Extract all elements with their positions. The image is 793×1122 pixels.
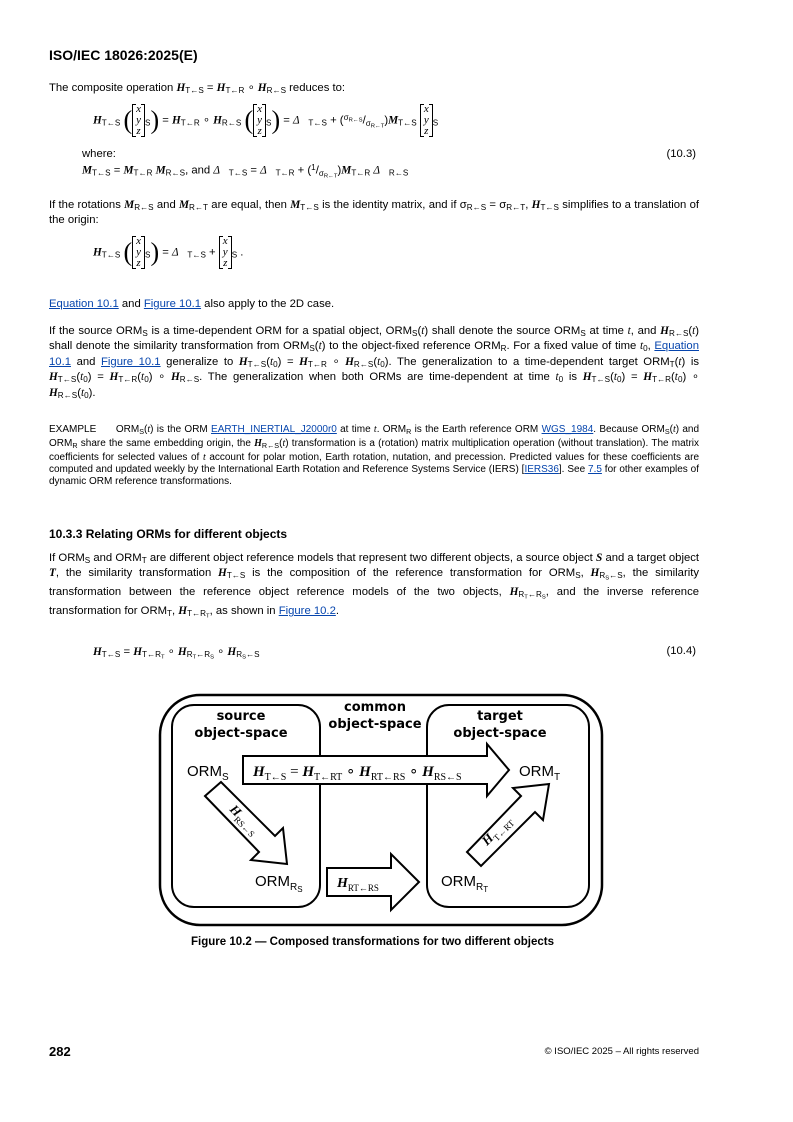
composite-arrow — [243, 744, 509, 796]
reference-models-arrow-label: $H_{RT\leftarrow RS}$ — [337, 876, 379, 893]
figure-10-1-link-2[interactable]: Figure 10.1 — [101, 355, 161, 368]
orm-rs-label: $ORM_RS$ — [255, 873, 303, 894]
equation-10-1-link-2[interactable]: Equation 10.1 — [49, 340, 699, 368]
figure-10-2-link[interactable]: Figure 10.2 — [278, 605, 336, 618]
orm-rt-label: $ORM_RT$ — [441, 873, 489, 894]
composed-transformations-figure — [157, 692, 605, 928]
reference-source-arrow-label: $H_{RS\leftarrow S}$ — [226, 801, 257, 840]
translation-equation: HT←S ( x y zS) = Δ⃗T←S + x y zS . — [93, 235, 244, 269]
page-number: 282 — [49, 1044, 71, 1059]
document-header: ISO/IEC 18026:2025(E) — [49, 47, 198, 63]
orm-t-label: $ORM_T$ — [519, 763, 561, 783]
time-dependent-paragraph: If the source ORMS is a time-dependent ORM for a spatial object, ORMS(t) shall denote the source ORMS at time t, and HR←S(t) shall denote the similarity transformation from ORMS(t) to the object-fixed reference ORMR. For a fixed value of time t0, Equation 10.1 and Figure 10.1 generalize to HT←S(t0) = HT←R ∘ HR←S(t0). The generalization to a time-dependent target ORMT(t) is HT←S(t0) = HT←R(t0) ∘ HR←S. The generalization when both ORMs are time-dependent at time t0 is HT←S(t0) = HT←R(t0) ∘ HR←S(t0). — [49, 325, 700, 400]
source-label-1: source — [216, 709, 266, 724]
equation-10-4: HT←S = HT←RT ∘ HRT←RS ∘ HRS←S — [93, 646, 260, 661]
composite-arrow-label: $H_{T\leftarrow S} = H_{T\leftarrow RT}$ ∘ $H_{RT\leftarrow RS}$ ∘ $H_{RS\leftarrow S}$ — [253, 764, 462, 783]
iers36-link[interactable]: IERS36 — [524, 463, 559, 475]
rotation-paragraph: If the rotations MR←S and MR←T are equal, then MT←S is the identity matrix, and if σR←S = σR←T, HT←S simplifies to a translation of the origin: — [49, 199, 700, 227]
2d-case-paragraph: Equation 10.1 and Figure 10.1 also apply to the 2D case. — [49, 298, 335, 310]
equation-10-1-link[interactable]: Equation 10.1 — [49, 298, 119, 310]
section-heading: 10.3.3 Relating ORMs for different objects — [49, 527, 288, 541]
where-label: where: — [82, 148, 116, 160]
example-label: EXAMPLE — [49, 424, 97, 435]
different-objects-paragraph: If ORMS and ORMT are different object reference models that represent two different objects, a source object S and a target object T, the similarity transformation HT←S is the composition of the reference transformation for ORMS, HRS←S, the similarity transformation between the reference object reference models of the two objects, HRT←RS, and the inverse reference transformation for ORMT, HT←RT, as shown in Figure 10.2. — [49, 552, 700, 620]
equation-10-3-where: MT←S = MT←R MR←S, and Δ⃗T←S = Δ⃗T←R + ($^1$/σR←T)MT←R Δ⃗R←S — [82, 163, 409, 180]
target-label-2: object-space — [453, 726, 547, 741]
common-label-2: object-space — [328, 717, 422, 732]
target-label-1: target — [477, 709, 523, 724]
inverse-target-arrow-label: $H_{T\leftarrow RT}$ — [478, 818, 517, 849]
section-7-5-link[interactable]: 7.5 — [588, 463, 602, 475]
intro-paragraph: The composite operation HT←S = HT←R ∘ HR←S reduces to: — [49, 82, 346, 96]
equation-number-10-3: (10.3) — [666, 148, 696, 160]
equation-10-3: HT←S ( x y zS) = HT←R ∘ HR←S ( x y zS) = Δ⃗T←S + ($^{\sigma R\leftarrow S}$/σR←T)MT←S x y zS — [93, 103, 439, 137]
figure-10-1-link[interactable]: Figure 10.1 — [143, 298, 202, 310]
figure-caption: Figure 10.2 — Composed transformations for two different objects — [191, 936, 554, 948]
earth-inertial-link[interactable]: EARTH_INERTIAL_J2000r0 — [211, 424, 337, 435]
common-label-1: common — [344, 700, 406, 715]
copyright-notice: © ISO/IEC 2025 – All rights reserved — [544, 1046, 699, 1057]
wgs-1984-link[interactable]: WGS_1984 — [541, 424, 594, 435]
example-paragraph: EXAMPLE ORMS(t) is the ORM EARTH_INERTIAL_J2000r0 at time t. ORMR is the Earth reference ORM WGS_1984. Because ORMS(t) and ORMR share the same embedding origin, the HR←S(t) transformation is a (rotation) matrix multiplication operation (without translation). The matrix coefficients for selected values of t account for polar motion, Earth rotation, nutation, and precession. Predicted values for these coefficients are computed and updated weekly by the International Earth Rotation and Reference Systems Service (IERS) [IERS36]. See 7.5 for other examples of dynamic ORM reference transformations. — [49, 424, 700, 487]
orm-s-label: $ORM_S$ — [187, 763, 229, 783]
equation-number-10-4: (10.4) — [666, 645, 696, 657]
source-label-2: object-space — [194, 726, 288, 741]
